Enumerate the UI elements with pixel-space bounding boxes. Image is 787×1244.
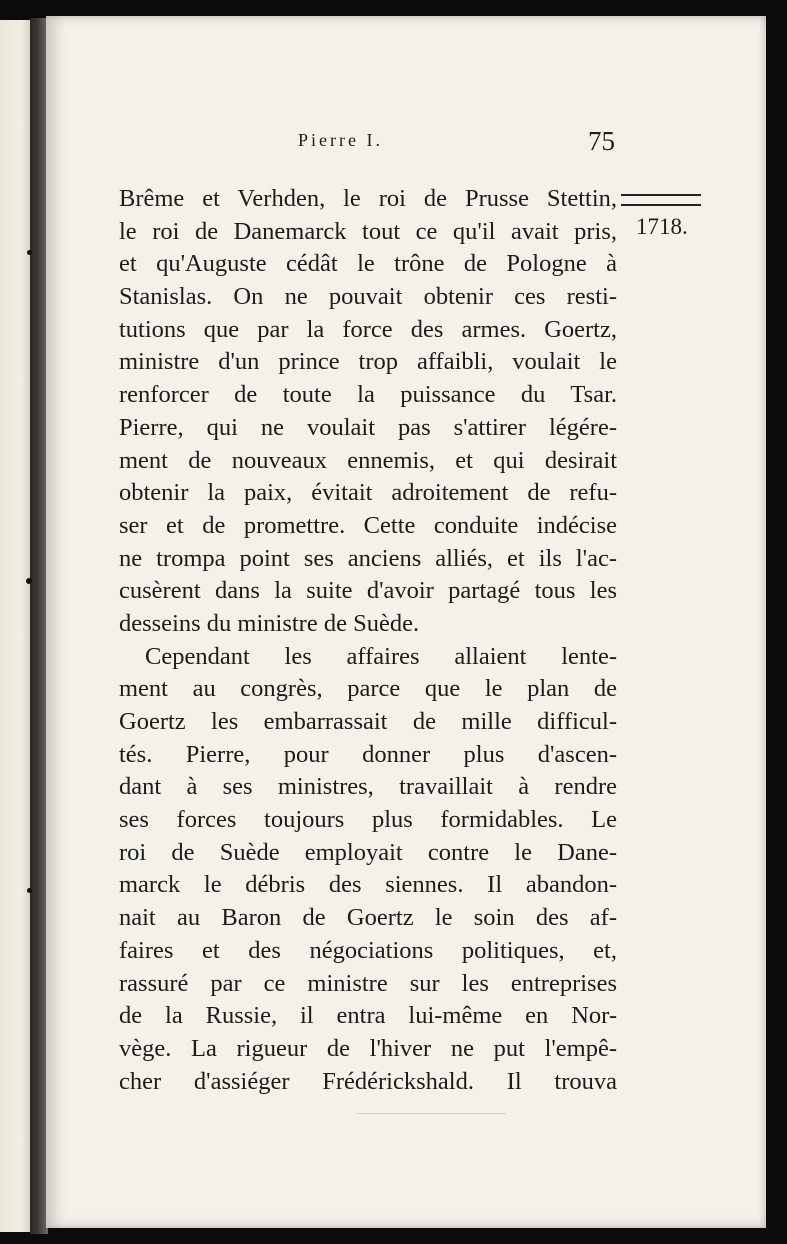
text-line: roi de Suède employait contre le Dane- [119,838,617,866]
speck [27,250,32,255]
text-line: dant à ses ministres, travaillait à rendre [119,773,617,801]
text-line: Stanislas. On ne pouvait obtenir ces resti- [119,283,617,311]
text-line: cher d'assiéger Frédérickshald. Il trouva [119,1067,617,1095]
show-through [281,124,286,144]
text-line: obtenir la paix, évitait adroitement de refu- [119,479,617,507]
book-page [46,16,766,1228]
text-line: faires et des négociations politiques, et, [119,936,617,964]
text-line: renforcer de toute la puissance du Tsar. [119,381,617,409]
text-line: le roi de Danemarck tout ce qu'il avait pris, [119,217,617,245]
text-line: Goertz les embarrassait de mille difficul- [119,708,617,735]
text-line: vège. La rigueur de l'hiver ne put l'empê- [119,1034,617,1062]
text-line: ministre d'un prince trop affaibli, voulait le [119,348,617,376]
paragraph-start-line: Cependant les affaires allaient lente- [145,642,617,670]
text-line: tutions que par la force des armes. Goertz, [119,315,617,343]
text-line: ne trompa point ses anciens alliés, et ils l'ac- [119,544,617,572]
text-line: ment au congrès, parce que le plan de [119,675,617,703]
text-line: et qu'Auguste cédât le trône de Pologne à [119,250,617,278]
text-line: rassuré par ce ministre sur les entreprises [119,969,617,997]
body-text [119,183,617,1098]
text-line: marck le débris des siennes. Il abandon- [119,871,617,899]
margin-year: 1718. [636,214,688,239]
margin-rule [621,194,701,206]
ink-smudge [356,1113,506,1114]
speck [27,888,32,893]
text-line: nait au Baron de Goertz le soin des af- [119,904,617,932]
text-line: ment de nouveaux ennemis, et qui desirait [119,446,617,474]
text-line: Brême et Verhden, le roi de Prusse Stettin, [119,185,617,212]
text-line: cusèrent dans la suite d'avoir partagé tous les [119,577,617,605]
text-line: Pierre, qui ne voulait pas s'attirer légére- [119,413,617,441]
text-line: de la Russie, il entra lui-même en Nor- [119,1002,617,1030]
text-line: ser et de promettre. Cette conduite indécise [119,511,617,539]
text-line: tés. Pierre, pour donner plus d'ascen- [119,740,617,768]
paragraph-end-line: desseins du ministre de Suède. [119,609,420,637]
speck [26,578,32,584]
page-number: 75 [588,126,615,156]
running-head: Pierre I. [298,130,383,150]
text-line: ses forces toujours plus formidables. Le [119,806,617,834]
facing-page-edge [0,20,30,1232]
